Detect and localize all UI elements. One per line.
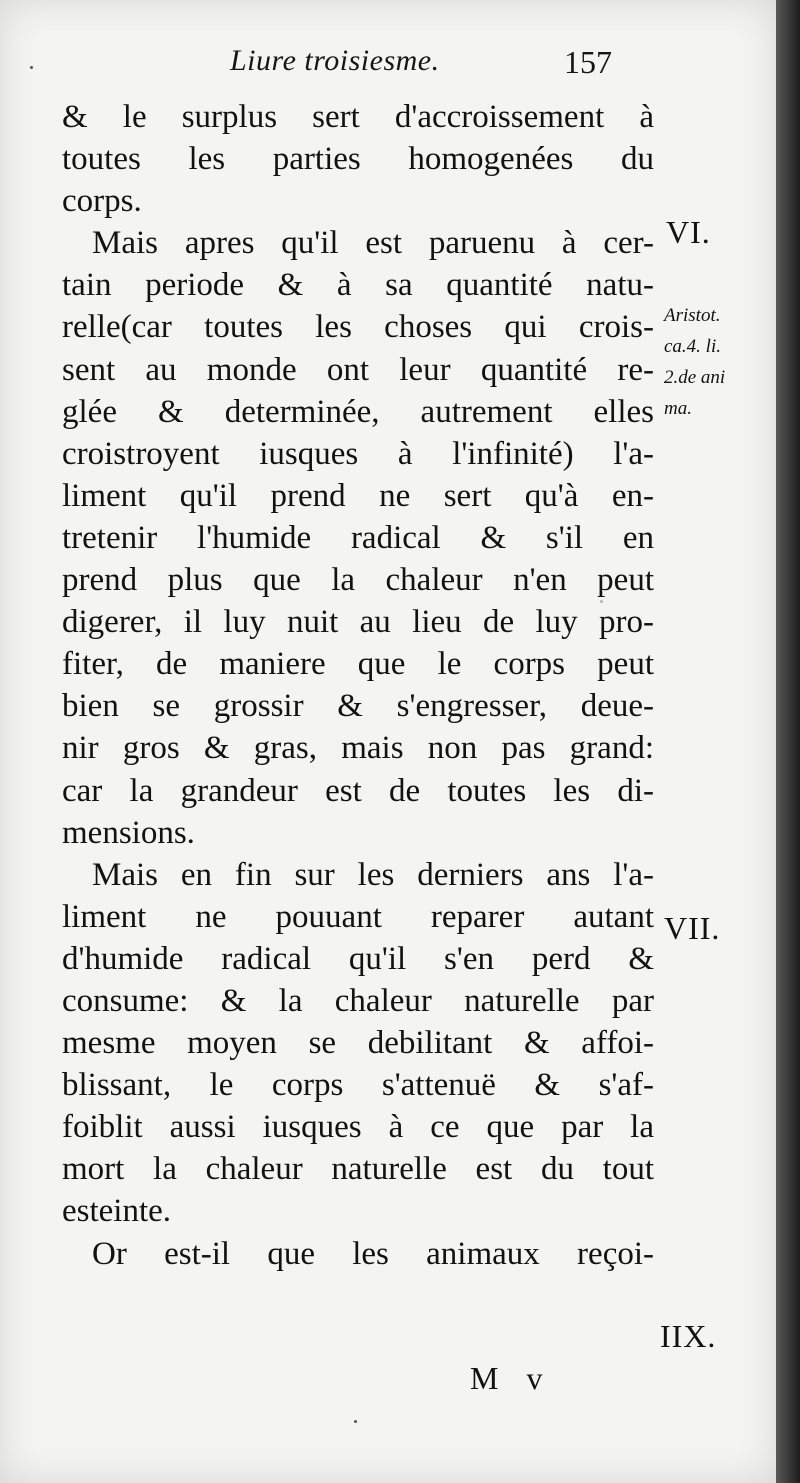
text-line: toutes les parties homogenées du [62, 141, 654, 178]
text-line: tain periode & à sa quantité natu- [62, 267, 654, 304]
text-line: fiter, de maniere que le corps peut [62, 646, 654, 683]
text-line: nir gros & gras, mais non pas grand: [62, 730, 654, 767]
text-line: relle(car toutes les choses qui crois- [62, 309, 654, 346]
text-line: bien se grossir & s'engresser, deue- [62, 688, 654, 725]
section-number-vii: VII. [664, 910, 721, 946]
paper-speck [30, 66, 33, 69]
text-line: digerer, il luy nuit au lieu de luy pro- [62, 604, 654, 641]
marginal-note-line: Aristot. [664, 305, 721, 326]
paper-speck [600, 600, 603, 603]
signature-mark: M v [470, 1360, 553, 1396]
text-line: tretenir l'humide radical & s'il en [62, 519, 654, 556]
running-title: Liure troisiesme. [230, 44, 440, 77]
text-line: d'humide radical qu'il s'en perd & [62, 940, 654, 977]
paper-speck [354, 1420, 357, 1423]
text-line: croistroyent iusques à l'infinité) l'a- [62, 435, 654, 472]
text-line: mensions. [62, 814, 195, 851]
text-line: consume: & la chaleur naturelle par [62, 982, 654, 1019]
paragraph-start-line: Or est-il que les animaux reçoi- [92, 1235, 654, 1272]
text-line: liment ne pouuant reparer autant [62, 898, 654, 935]
text-line: esteinte. [62, 1193, 172, 1230]
page-header [230, 44, 650, 94]
text-line: car la grandeur est de toutes les di- [62, 772, 654, 809]
text-line: & le surplus sert d'accroissement à [62, 99, 654, 135]
marginal-note-line: ca.4. li. [664, 336, 721, 357]
text-line: foiblit aussi iusques à ce que par la [62, 1109, 654, 1146]
paragraph-start-line: Mais en fin sur les derniers ans l'a- [92, 856, 654, 893]
paragraph-start-line: Mais apres qu'il est paruenu à cer- [92, 225, 654, 262]
text-line: blissant, le corps s'attenuë & s'af- [62, 1067, 654, 1104]
text-line: sent au monde ont leur quantité re- [62, 351, 654, 388]
body-text [62, 96, 654, 1275]
marginal-note-line: ma. [664, 398, 692, 419]
text-line: corps. [62, 183, 142, 220]
section-number-vi: VI. [666, 214, 711, 250]
text-line: prend plus que la chaleur n'en peut [62, 562, 654, 599]
text-line: glée & determinée, autrement elles [62, 393, 654, 430]
text-line: mort la chaleur naturelle est du tout [62, 1151, 654, 1188]
page-edge-shadow [776, 0, 800, 1483]
section-number-iix: IIX. [660, 1318, 717, 1354]
page-number: 157 [564, 44, 612, 80]
marginal-note [664, 300, 725, 424]
text-line: liment qu'il prend ne sert qu'à en- [62, 477, 654, 514]
marginal-note-line: 2.de ani [664, 367, 726, 388]
text-line: mesme moyen se debilitant & affoi- [62, 1025, 654, 1062]
